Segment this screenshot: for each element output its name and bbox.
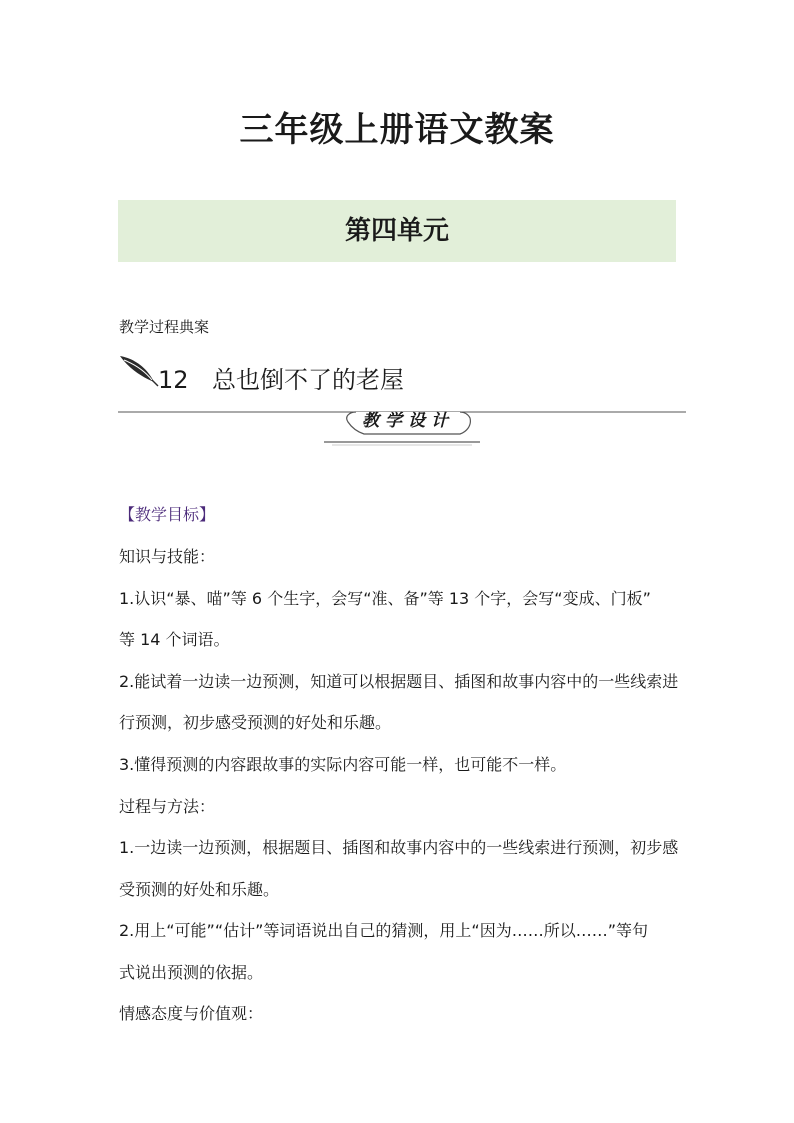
unit-banner xyxy=(118,200,676,262)
lesson-heading xyxy=(118,352,678,396)
lesson-title: 总也倒不了的老屋 xyxy=(212,366,404,394)
emotion-heading: 情感态度与价值观： xyxy=(119,1004,264,1023)
lesson-number: 12 xyxy=(158,366,189,394)
document-title: 三年级上册语文教案 xyxy=(239,110,555,150)
process-item-1-line-2: 受预测的好处和乐趣。 xyxy=(119,880,280,899)
process-item-1-line-1: 1.一边读一边预测，根据题目、插图和故事内容中的一些线索进行预测，初步感 xyxy=(119,838,679,857)
unit-title: 第四单元 xyxy=(344,216,449,246)
feather-icon xyxy=(118,352,160,388)
objectives-heading-text: 【教学目标】 xyxy=(119,505,216,524)
knowledge-item-1-line-2: 等 14 个词语。 xyxy=(119,630,230,649)
process-item-2-line-2: 式说出预测的依据。 xyxy=(119,963,264,982)
knowledge-item-2-line-2: 行预测，初步感受预测的好处和乐趣。 xyxy=(119,713,392,732)
knowledge-item-3: 3.懂得预测的内容跟故事的实际内容可能一样，也可能不一样。 xyxy=(119,755,567,774)
section-label: 教学过程典案 xyxy=(119,318,210,336)
objectives-heading xyxy=(119,504,215,526)
knowledge-item-1-line-1: 1.认识“暴、喵”等 6 个生字，会写“准、备”等 13 个字，会写“变成、门板” xyxy=(119,589,651,608)
knowledge-item-2-line-1: 2.能试着一边读一边预测，知道可以根据题目、插图和故事内容中的一些线索进 xyxy=(119,672,679,691)
process-item-2-line-1: 2.用上“可能”“估计”等词语说出自己的猜测，用上“因为……所以……”等句 xyxy=(119,921,649,940)
design-label: 教学设计 xyxy=(362,411,454,431)
knowledge-heading: 知识与技能： xyxy=(119,547,216,566)
design-banner xyxy=(118,402,686,448)
process-heading: 过程与方法： xyxy=(119,797,216,816)
